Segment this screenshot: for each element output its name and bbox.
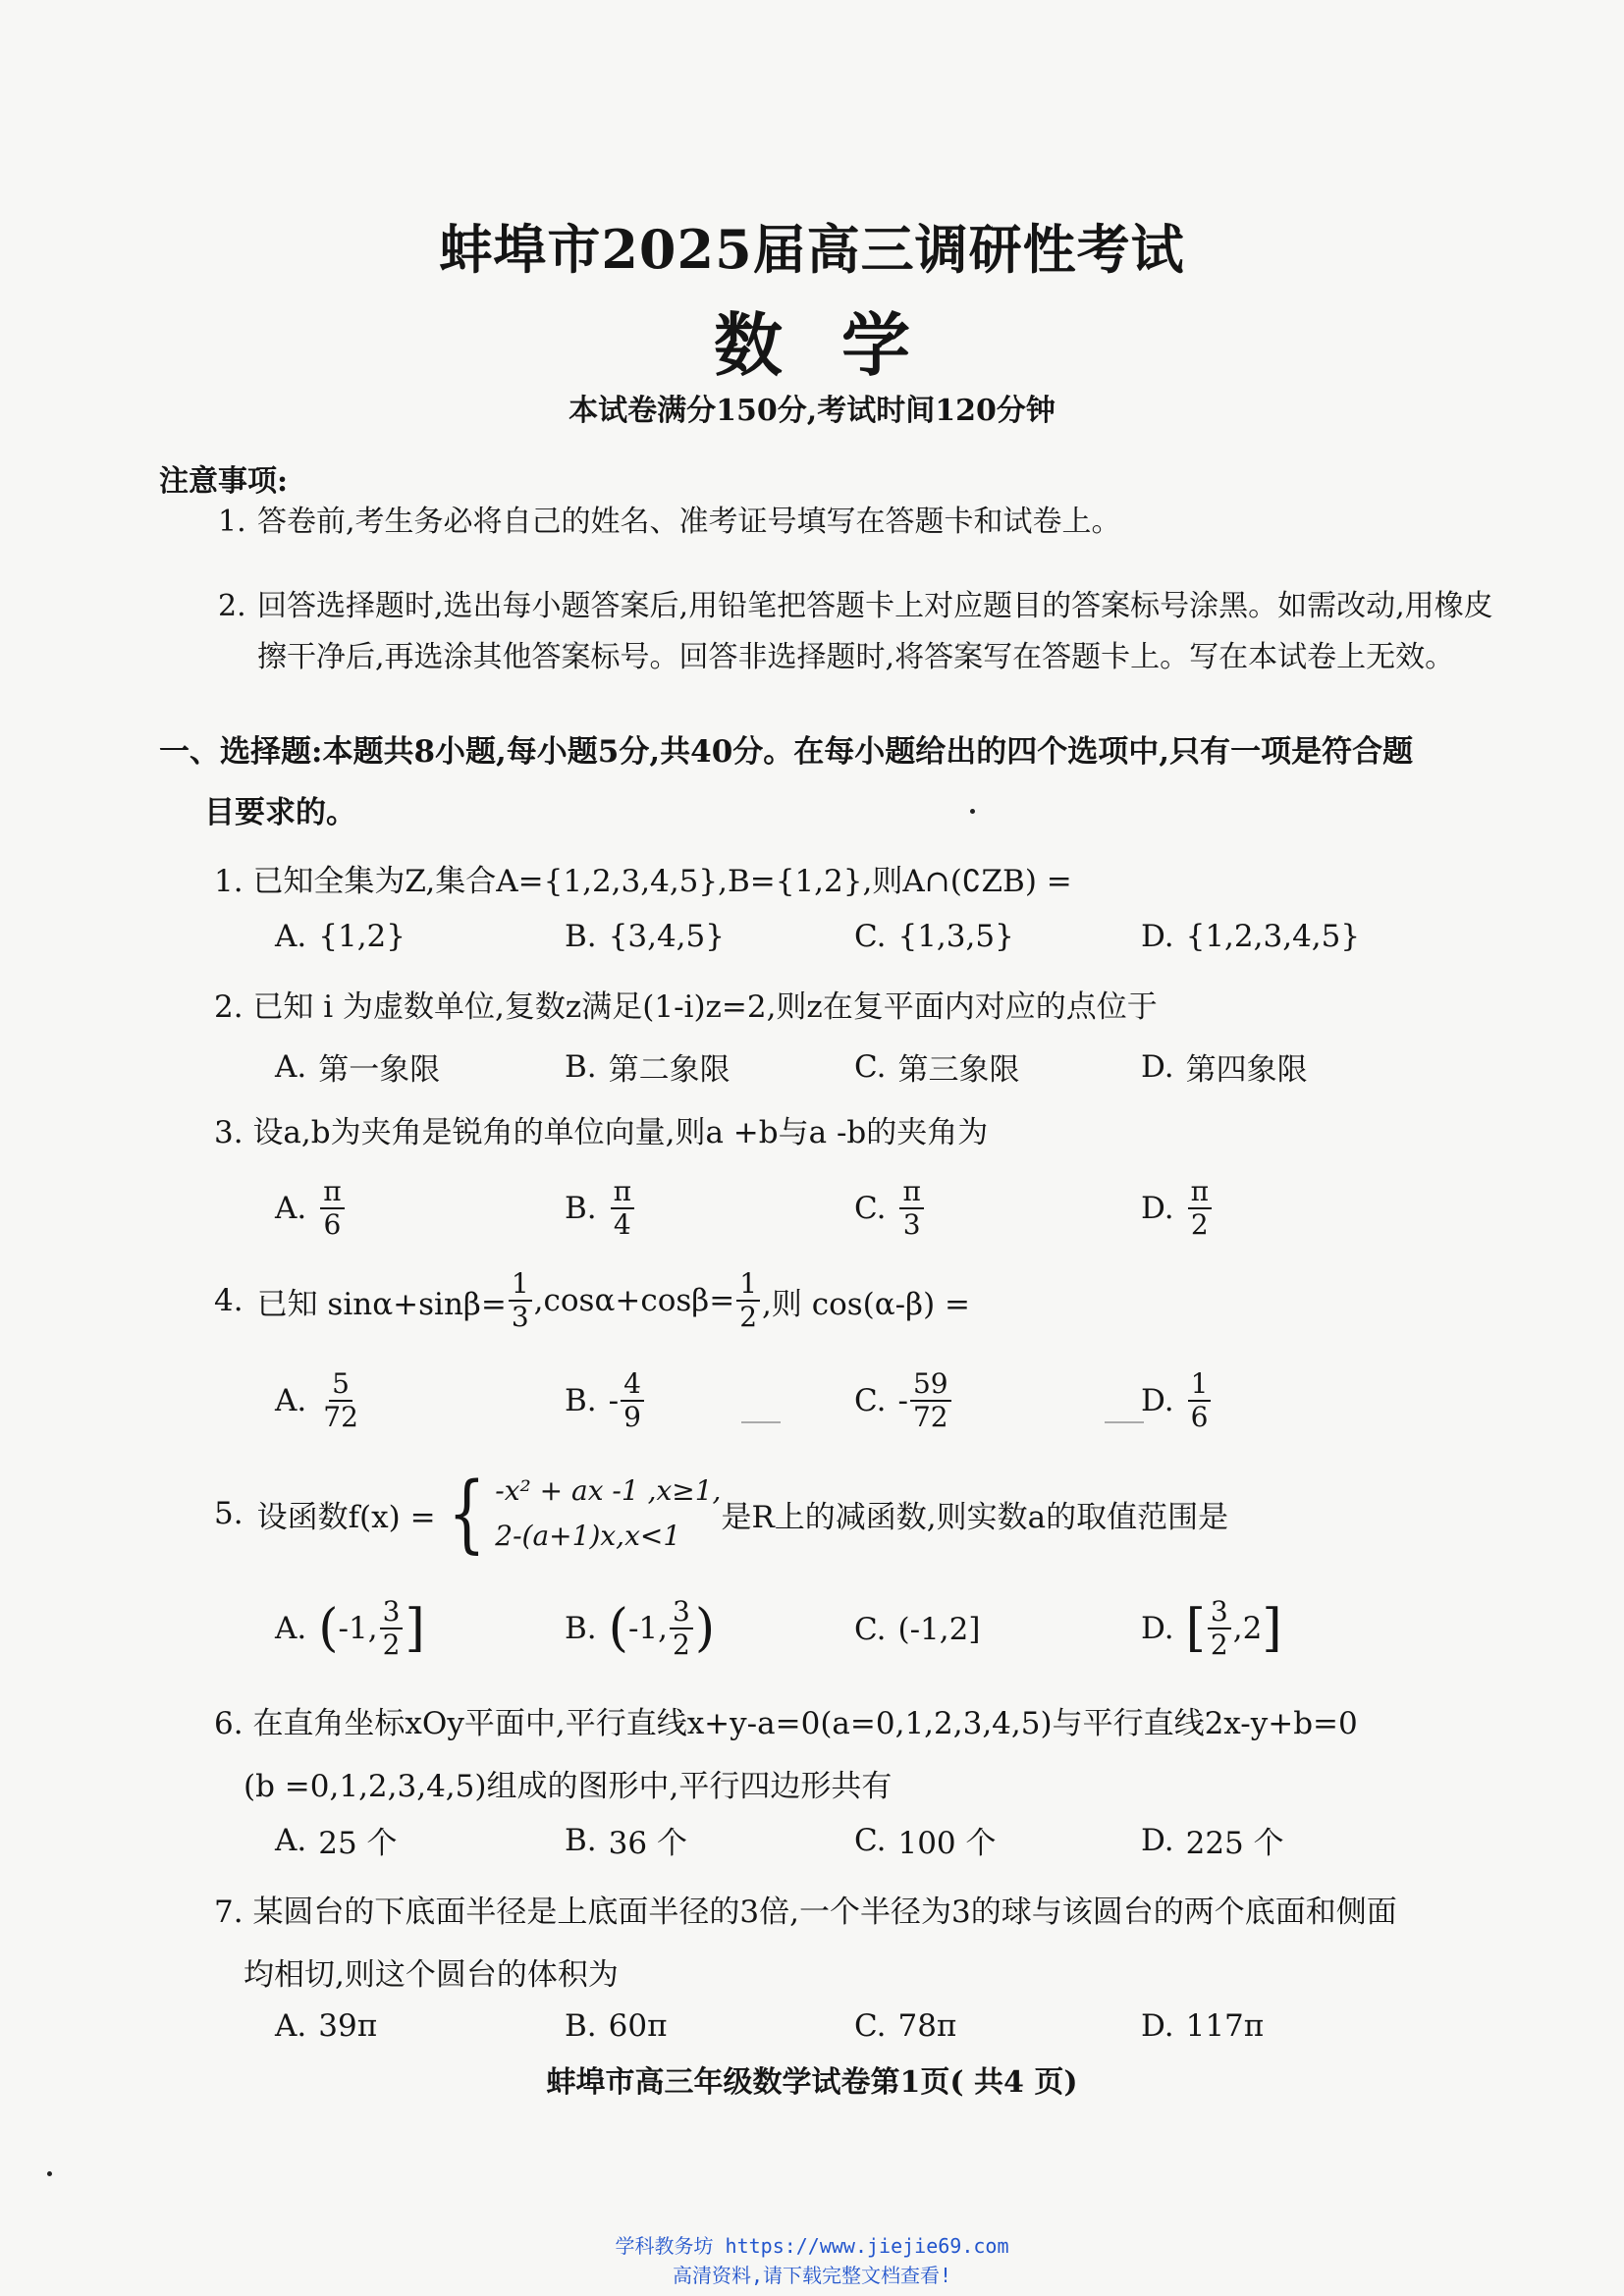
open-bracket: ( — [608, 1599, 628, 1658]
option-label: D. — [1141, 1611, 1174, 1646]
option-label: B. — [565, 2008, 597, 2044]
option-label: D. — [1141, 2008, 1174, 2044]
question-3 — [214, 1107, 1500, 1151]
fraction-denominator: 4 — [613, 1208, 631, 1241]
option-label: A. — [275, 1048, 307, 1085]
fraction-denominator: 6 — [1190, 1401, 1209, 1433]
option-label: B. — [565, 1822, 597, 1858]
option-text: 60π — [608, 2008, 668, 2044]
option-b — [565, 2008, 667, 2044]
section-heading — [159, 721, 1494, 843]
option-c — [854, 1368, 953, 1433]
question-stem-part: 是R上的减函数,则实数a的取值范围是 — [721, 1499, 1229, 1535]
notice-item — [218, 581, 1494, 683]
exam-info: 本试卷满分150分,考试时间120分钟 — [568, 394, 1056, 428]
option-b — [565, 1818, 687, 1862]
option-label: C. — [854, 1612, 887, 1647]
scan-smudge — [741, 1421, 781, 1423]
option-sign: - — [608, 1383, 620, 1418]
section-heading-line2: 目要求的。 — [204, 795, 356, 830]
option-label: A. — [275, 1822, 307, 1858]
option-d — [1141, 1818, 1284, 1862]
question-stem-line2: 均相切,则这个圆台的体积为 — [244, 1957, 619, 1993]
notice-item-number: 1. — [218, 505, 246, 539]
scan-dot — [970, 809, 975, 814]
question-number: 1. — [214, 864, 244, 899]
option-label: A. — [275, 2008, 307, 2044]
option-label: D. — [1141, 919, 1174, 954]
option-text: 225 个 — [1185, 1826, 1284, 1861]
question-2 — [214, 982, 1500, 1026]
option-text: -1, — [338, 1611, 378, 1646]
option-label: B. — [565, 1191, 597, 1226]
watermark-link[interactable]: 学科教务坊 https://www.jiejie69.com — [615, 2234, 1009, 2258]
option-label: D. — [1141, 1191, 1174, 1226]
question-stem-part: 设函数f(x) = — [256, 1499, 436, 1535]
option-text-tail: ,2 — [1232, 1611, 1263, 1646]
fraction-numerator: 1 — [509, 1268, 532, 1302]
piecewise-function — [440, 1465, 722, 1563]
exam-title: 蚌埠市2025届高三调研性考试 — [439, 218, 1185, 281]
fraction-numerator: π — [1188, 1176, 1212, 1209]
question-stem-part: ,则 cos(α-β) = — [762, 1286, 971, 1322]
close-bracket: ] — [1262, 1599, 1282, 1658]
option-b — [565, 919, 725, 954]
option-text: {1,2,3,4,5} — [1185, 919, 1361, 954]
fraction-numerator: 4 — [621, 1368, 644, 1402]
fraction-denominator: 2 — [739, 1301, 758, 1333]
option-c — [854, 919, 1014, 954]
option-label: B. — [565, 1611, 597, 1646]
fraction-denominator: 3 — [902, 1208, 921, 1241]
option-label: C. — [854, 1822, 887, 1858]
option-label: B. — [565, 1048, 597, 1085]
option-label: B. — [565, 1383, 597, 1418]
notice-item-number: 2. — [218, 589, 246, 623]
option-fraction — [910, 1368, 951, 1433]
watermark-note: 高清资料,请下载完整文档查看! — [672, 2264, 952, 2287]
open-bracket: [ — [1185, 1599, 1206, 1658]
piecewise-cases — [495, 1468, 721, 1559]
question-stem-line1: 某圆台的下底面半径是上底面半径的3倍,一个半径为3的球与该圆台的两个底面和侧面 — [252, 1895, 1397, 1930]
option-c — [854, 1612, 980, 1647]
option-text: -1, — [627, 1611, 668, 1646]
question-7 — [214, 1881, 1500, 2006]
fraction-denominator: 2 — [673, 1629, 690, 1661]
question-5 — [214, 1465, 1500, 1563]
option-text: 25 个 — [318, 1826, 398, 1861]
question-4 — [214, 1268, 1500, 1333]
question-stem: 已知全集为Z,集合A={1,2,3,4,5},B={1,2},则A∩(∁ZB) = — [252, 864, 1072, 899]
question-stem-line2: (b =0,1,2,3,4,5)组成的图形中,平行四边形共有 — [244, 1769, 893, 1804]
option-label: A. — [275, 1383, 307, 1418]
option-d — [1141, 1176, 1214, 1241]
option-c — [854, 1176, 926, 1241]
option-a — [275, 2008, 377, 2044]
fraction-numerator: 59 — [910, 1368, 951, 1402]
option-d — [1141, 1368, 1213, 1433]
option-text: 第二象限 — [608, 1052, 731, 1088]
option-c — [854, 2008, 956, 2044]
option-text: 100 个 — [897, 1826, 997, 1861]
option-a — [275, 919, 406, 954]
option-label: D. — [1141, 1048, 1174, 1085]
option-b — [565, 1368, 646, 1433]
option-b — [565, 1044, 731, 1089]
option-text: 78π — [897, 2008, 957, 2044]
open-bracket: ( — [318, 1599, 339, 1658]
scan-dot — [47, 2171, 52, 2176]
option-d — [1141, 1044, 1308, 1089]
question-number: 5. — [214, 1496, 244, 1531]
fraction-denominator: 6 — [323, 1208, 342, 1241]
option-text: 36 个 — [608, 1826, 687, 1861]
notice-item-text: 回答选择题时,选出每小题答案后,用铅笔把答题卡上对应题目的答案标号涂黑。如需改动,用橡皮擦干净后,再选涂其他答案标号。回答非选择题时,将答案写在答题卡上。写在本试卷上无效。 — [257, 589, 1493, 674]
option-label: B. — [565, 919, 597, 954]
option-label: A. — [275, 1191, 307, 1226]
fraction-denominator: 9 — [623, 1401, 641, 1433]
fraction-numerator: 3 — [380, 1596, 404, 1629]
option-text: (-1,2] — [897, 1612, 981, 1647]
question-number: 3. — [214, 1115, 244, 1150]
option-d — [1141, 1596, 1282, 1661]
option-c — [854, 1818, 997, 1862]
option-fraction — [621, 1368, 644, 1433]
option-label: A. — [275, 919, 307, 954]
option-text: 第四象限 — [1185, 1052, 1308, 1088]
question-stem-part: ,cosα+cosβ= — [533, 1283, 735, 1318]
fraction-denominator: 2 — [1210, 1629, 1228, 1661]
piecewise-case-2: 2-(a+1)x,x<1 — [495, 1520, 681, 1552]
fraction-numerator: 3 — [1208, 1596, 1231, 1629]
question-number: 7. — [214, 1895, 244, 1930]
question-number: 4. — [214, 1283, 244, 1318]
option-fraction — [1188, 1368, 1212, 1433]
notice-heading: 注意事项: — [159, 464, 289, 499]
fraction-numerator: 1 — [1188, 1368, 1212, 1402]
option-text: {1,3,5} — [897, 919, 1014, 954]
notice-item — [218, 497, 1494, 548]
option-label: C. — [854, 1048, 887, 1085]
option-fraction — [899, 1176, 923, 1241]
option-a — [275, 1818, 398, 1862]
option-text: 117π — [1185, 2008, 1265, 2044]
fraction-denominator: 72 — [912, 1401, 948, 1433]
option-label: C. — [854, 2008, 887, 2044]
section-heading-line1: 一、选择题:本题共8小题,每小题5分,共40分。在每小题给出的四个选项中,只有一项是符合题 — [159, 734, 1414, 770]
question-stem-part: 已知 sinα+sinβ= — [256, 1286, 507, 1322]
fraction-numerator: 5 — [329, 1368, 352, 1402]
option-a — [275, 1044, 440, 1089]
option-label: D. — [1141, 1822, 1174, 1858]
page-footer: 蚌埠市高三年级数学试卷第1页( 共4 页) — [546, 2065, 1078, 2100]
stem-fraction — [509, 1268, 532, 1333]
option-fraction — [1208, 1596, 1231, 1661]
option-text: {3,4,5} — [608, 919, 725, 954]
fraction-numerator: π — [611, 1176, 634, 1209]
question-stem-line1: 在直角坐标xOy平面中,平行直线x+y-a=0(a=0,1,2,3,4,5)与平行直线2x-y+b=0 — [252, 1706, 1358, 1741]
option-fraction — [670, 1596, 693, 1661]
fraction-numerator: 3 — [670, 1596, 693, 1629]
option-label: A. — [275, 1611, 307, 1646]
question-stem: 已知 i 为虚数单位,复数z满足(1-i)z=2,则z在复平面内对应的点位于 — [252, 989, 1158, 1025]
piecewise-case-1: -x² + ax -1 ,x≥1, — [495, 1474, 722, 1507]
left-brace: { — [447, 1465, 486, 1563]
option-b — [565, 1596, 715, 1661]
fraction-denominator: 3 — [511, 1301, 529, 1333]
option-fraction — [320, 1176, 344, 1241]
option-b — [565, 1176, 636, 1241]
close-bracket: ) — [694, 1599, 716, 1658]
option-a — [275, 1176, 347, 1241]
option-label: C. — [854, 919, 887, 954]
fraction-denominator: 72 — [323, 1401, 358, 1433]
option-label: D. — [1141, 1383, 1174, 1418]
question-number: 2. — [214, 989, 244, 1025]
question-6 — [214, 1692, 1500, 1818]
option-label: C. — [854, 1191, 887, 1226]
option-a — [275, 1368, 363, 1433]
subject-title: 数学 — [714, 304, 969, 386]
stem-fraction — [736, 1268, 760, 1333]
option-text: 第三象限 — [897, 1052, 1020, 1088]
option-text: {1,2} — [318, 919, 406, 954]
option-fraction — [320, 1368, 361, 1433]
question-number: 6. — [214, 1706, 244, 1741]
option-fraction — [1188, 1176, 1212, 1241]
option-label: C. — [854, 1383, 887, 1418]
close-bracket: ] — [405, 1599, 425, 1658]
question-stem: 设a,b为夹角是锐角的单位向量,则a +b与a -b的夹角为 — [252, 1115, 989, 1150]
notice-item-text: 答卷前,考生务必将自己的姓名、准考证号填写在答题卡和试卷上。 — [257, 505, 1121, 539]
option-a — [275, 1596, 425, 1661]
option-d — [1141, 2008, 1264, 2044]
option-fraction — [611, 1176, 634, 1241]
fraction-numerator: π — [899, 1176, 923, 1209]
fraction-denominator: 2 — [1190, 1208, 1209, 1241]
option-text: 第一象限 — [318, 1052, 441, 1088]
question-1 — [214, 856, 1500, 900]
option-sign: - — [897, 1383, 908, 1418]
fraction-numerator: π — [320, 1176, 344, 1209]
option-text: 39π — [318, 2008, 378, 2044]
fraction-numerator: 1 — [736, 1268, 760, 1302]
fraction-denominator: 2 — [382, 1629, 401, 1661]
option-c — [854, 1044, 1019, 1089]
option-fraction — [380, 1596, 404, 1661]
scan-smudge — [1105, 1421, 1144, 1423]
option-d — [1141, 919, 1360, 954]
